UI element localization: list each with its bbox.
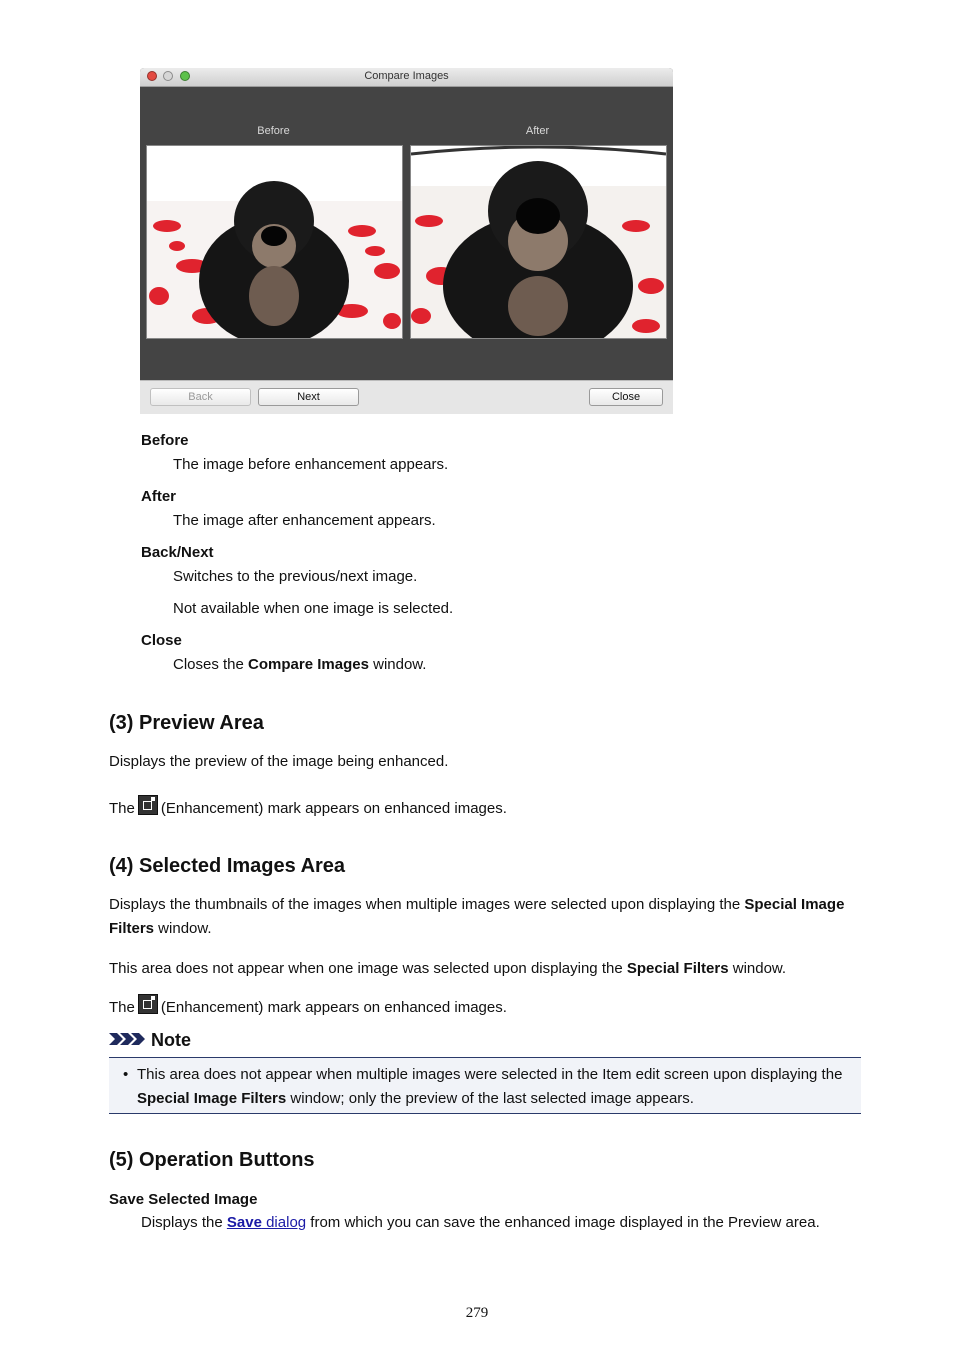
enhancement-mark-icon bbox=[138, 994, 158, 1014]
next-button[interactable]: Next bbox=[258, 388, 359, 406]
preview-area-text: Displays the preview of the image being enhanced. bbox=[109, 753, 449, 770]
preview-area-mark-text: The (Enhancement) mark appears on enhanced images. bbox=[109, 795, 507, 821]
term-save-selected-image: Save Selected Image bbox=[109, 1191, 258, 1208]
term-close: Close bbox=[141, 632, 182, 649]
button-bar bbox=[140, 380, 673, 414]
after-label: After bbox=[525, 125, 550, 137]
window-title: Compare Images bbox=[364, 70, 449, 82]
before-image bbox=[146, 145, 403, 339]
selected-images-heading: (4) Selected Images Area bbox=[109, 855, 346, 877]
operation-buttons-heading: (5) Operation Buttons bbox=[109, 1149, 315, 1171]
term-before: Before bbox=[141, 432, 189, 449]
note-item: • This area does not appear when multiple images were selected in the Item edit screen upon displaying the Special Image Filters window; only the preview of the last selected image appears. bbox=[123, 1063, 853, 1111]
term-after: After bbox=[141, 488, 177, 505]
close-button[interactable]: Close bbox=[589, 388, 663, 406]
selected-images-mark-text: The (Enhancement) mark appears on enhanced images. bbox=[109, 994, 507, 1020]
selected-images-text-1: Displays the thumbnails of the images when multiple images were selected upon displaying the Special Image Filters window. bbox=[109, 896, 845, 937]
desc-after: The image after enhancement appears. bbox=[173, 512, 436, 529]
note-bullet: • bbox=[123, 1066, 129, 1083]
note-chevrons-icon bbox=[109, 1031, 147, 1047]
compare-images-window bbox=[140, 68, 673, 414]
save-dialog-link[interactable]: Save dialog bbox=[226, 1214, 307, 1231]
desc-close: Closes the Compare Images window. bbox=[173, 656, 427, 673]
after-image bbox=[410, 145, 667, 339]
desc-before: The image before enhancement appears. bbox=[173, 456, 449, 473]
desc-save-selected-image: Displays the Save dialog from which you can save the enhanced image displayed in the Preview area. bbox=[141, 1214, 820, 1231]
title-bar[interactable] bbox=[140, 68, 673, 87]
note-box bbox=[109, 1057, 861, 1114]
preview-area-heading: (3) Preview Area bbox=[109, 712, 264, 734]
enhancement-mark-icon bbox=[138, 795, 158, 815]
page-number: 279 bbox=[465, 1305, 489, 1321]
back-button[interactable]: Back bbox=[150, 388, 251, 406]
selected-images-text-2: This area does not appear when one image was selected upon displaying the Special Filters window. bbox=[109, 960, 787, 977]
term-back-next: Back/Next bbox=[141, 544, 214, 561]
note-heading: Note bbox=[109, 1030, 191, 1051]
desc-back-next-1: Switches to the previous/next image. bbox=[173, 568, 418, 585]
before-label: Before bbox=[257, 125, 290, 137]
desc-back-next-2: Not available when one image is selected. bbox=[173, 600, 454, 617]
